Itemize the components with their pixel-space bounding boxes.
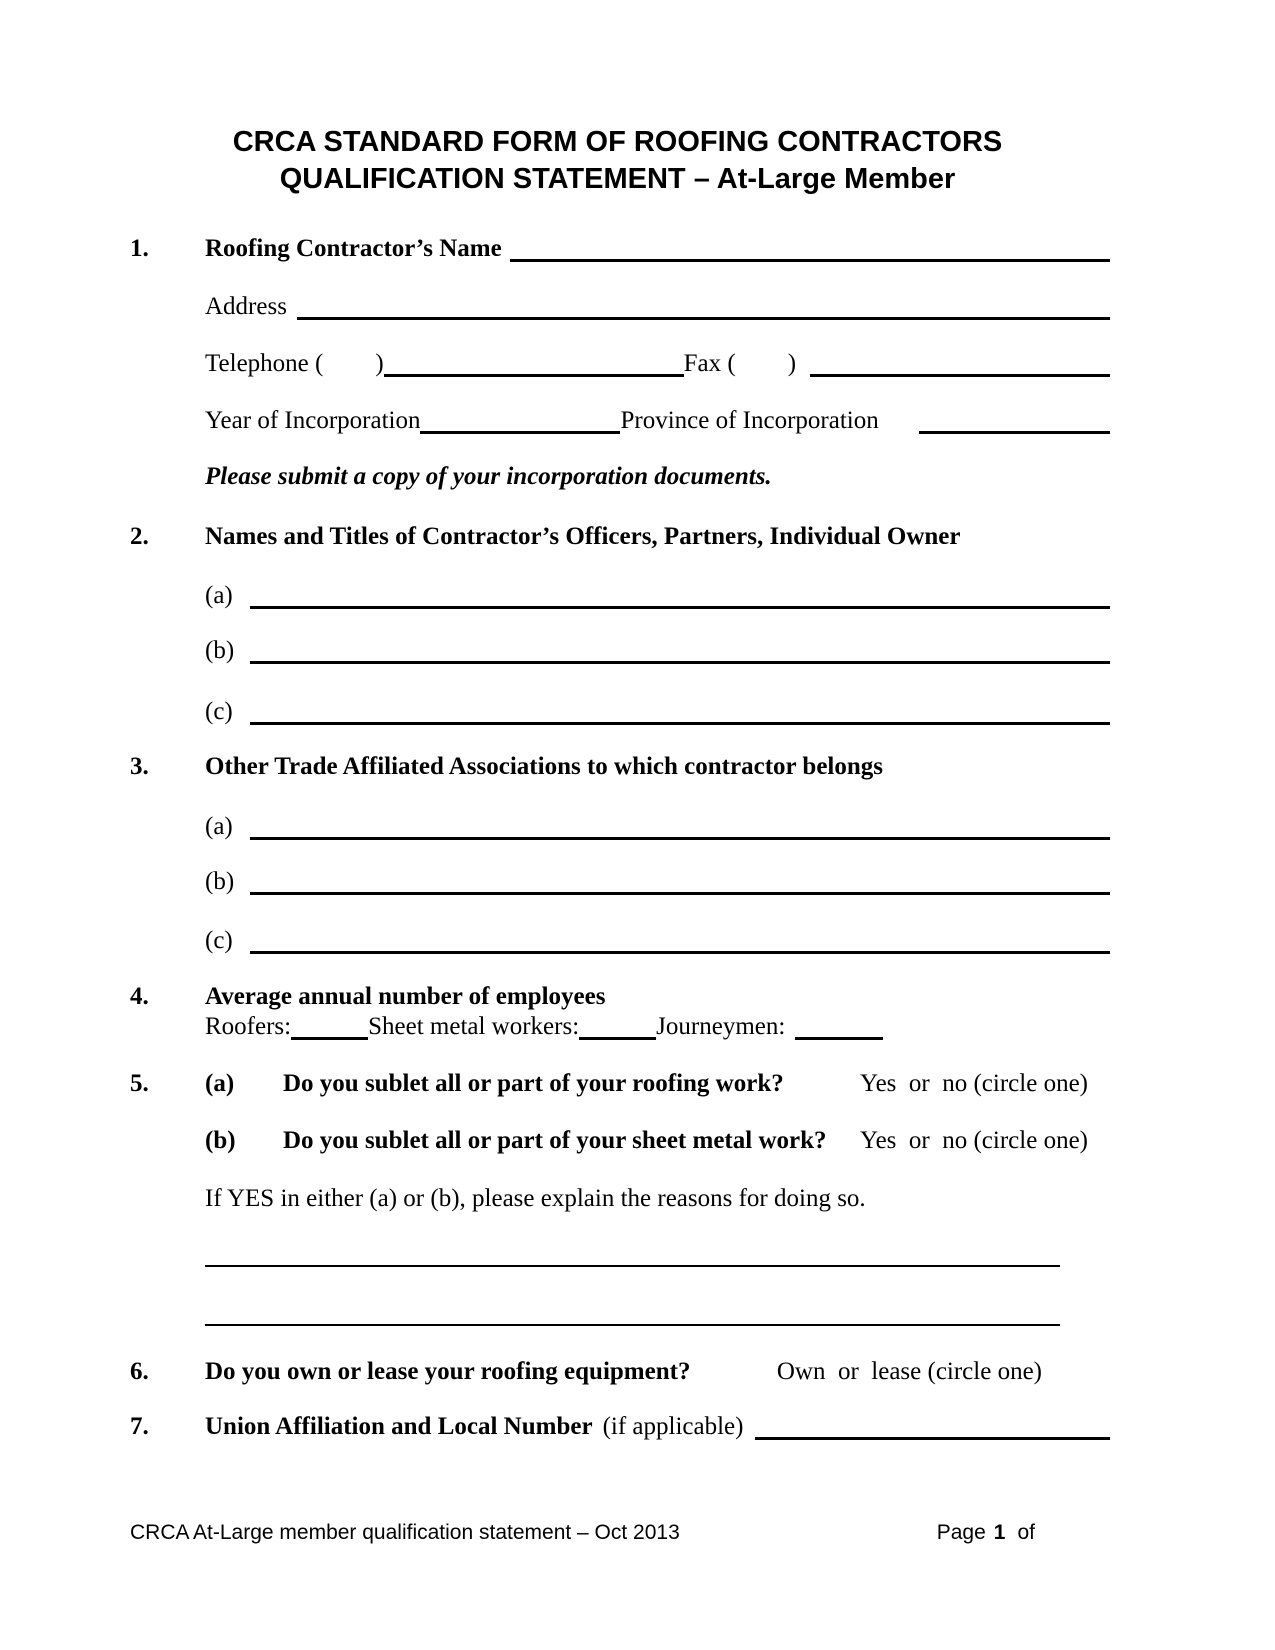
row-own-or-lease — [130, 1357, 1110, 1387]
associations-a-label: (a) — [205, 813, 233, 840]
item-7-number: 7. — [130, 1413, 149, 1440]
sublet-roofing-question: Do you sublet all or part of your roofing work? — [283, 1070, 784, 1097]
explanation-line-1[interactable] — [205, 1265, 1060, 1267]
explanation-line-2[interactable] — [205, 1324, 1060, 1326]
form-title-line2: QUALIFICATION STATEMENT – At-Large Member — [279, 163, 956, 195]
fax-paren-close: ) — [787, 350, 797, 377]
row-union-affiliation — [130, 1412, 1110, 1442]
officers-a-field[interactable] — [250, 581, 1110, 609]
year-incorporation-label: Year of Incorporation — [205, 407, 421, 434]
journeymen-label: Journeymen: — [656, 1013, 786, 1040]
contractor-name-label: Roofing Contractor’s Name — [205, 235, 502, 262]
telephone-field[interactable] — [384, 349, 684, 377]
sublet-sheet-metal-answer[interactable]: Yes or no (circle one) — [860, 1127, 1088, 1154]
item-1-number: 1. — [130, 235, 149, 262]
item-2-number: 2. — [130, 523, 149, 550]
row-officers-b — [205, 636, 1110, 666]
fax-label: Fax ( — [683, 350, 736, 377]
row-associations-a — [205, 812, 1110, 842]
form-title — [130, 124, 1105, 198]
address-field[interactable] — [297, 292, 1110, 320]
row-associations-b — [205, 867, 1110, 897]
explain-text: If YES in either (a) or (b), please explain the reasons for doing so. — [205, 1185, 866, 1212]
associations-b-label: (b) — [205, 868, 235, 895]
row-section2-heading — [130, 522, 1110, 552]
row-associations-c — [205, 926, 1110, 956]
officers-b-label: (b) — [205, 637, 235, 664]
roofers-count-field[interactable] — [291, 1012, 368, 1040]
sheet-metal-label: Sheet metal workers: — [368, 1013, 580, 1040]
section4-heading: Average annual number of employees — [205, 983, 606, 1010]
row-address — [205, 292, 1110, 322]
form-title-line1: CRCA STANDARD FORM OF ROOFING CONTRACTORS — [232, 126, 1003, 158]
sheet-metal-count-field[interactable] — [579, 1012, 656, 1040]
item-5-number: 5. — [130, 1070, 149, 1097]
sublet-sheet-metal-question: Do you sublet all or part of your sheet metal work? — [283, 1127, 827, 1154]
telephone-paren-close: ) — [375, 350, 384, 377]
officers-a-label: (a) — [205, 582, 233, 609]
section3-heading: Other Trade Affiliated Associations to which contractor belongs — [205, 753, 883, 780]
roofers-label: Roofers: — [205, 1013, 292, 1040]
section2-heading: Names and Titles of Contractor’s Officers, Partners, Individual Owner — [205, 523, 961, 550]
sublet-b-label: (b) — [205, 1127, 236, 1154]
row-sublet-sheet-metal — [205, 1126, 1110, 1156]
province-incorporation-field[interactable] — [919, 406, 1110, 434]
row-section3-heading — [130, 752, 1110, 782]
row-sublet-roofing — [130, 1069, 1110, 1099]
year-incorporation-field[interactable] — [420, 406, 620, 434]
officers-b-field[interactable] — [250, 636, 1110, 664]
address-label: Address — [205, 293, 287, 320]
associations-b-field[interactable] — [250, 867, 1110, 895]
officers-c-label: (c) — [205, 698, 233, 725]
own-or-lease-question: Do you own or lease your roofing equipment? — [205, 1358, 691, 1385]
footer-document-name: CRCA At-Large member qualification statement – Oct 2013 — [130, 1521, 680, 1544]
province-incorporation-label: Province of Incorporation — [620, 407, 879, 434]
row-incorporation — [205, 406, 1110, 436]
own-or-lease-answer[interactable]: Own or lease (circle one) — [776, 1358, 1042, 1385]
row-officers-c — [205, 697, 1110, 727]
item-4-number: 4. — [130, 983, 149, 1010]
associations-c-label: (c) — [205, 927, 233, 954]
footer-page-number: 1 — [993, 1521, 1006, 1544]
footer-page-suffix: of — [1017, 1521, 1035, 1544]
union-affiliation-field[interactable] — [755, 1412, 1110, 1440]
sublet-roofing-answer[interactable]: Yes or no (circle one) — [860, 1070, 1088, 1097]
contractor-name-field[interactable] — [510, 234, 1110, 262]
union-affiliation-label: Union Affiliation and Local Number — [205, 1413, 593, 1440]
incorporation-note: Please submit a copy of your incorporation documents. — [205, 463, 772, 490]
associations-a-field[interactable] — [250, 812, 1110, 840]
associations-c-field[interactable] — [250, 926, 1110, 954]
page-footer — [130, 1521, 1105, 1545]
item-3-number: 3. — [130, 753, 149, 780]
telephone-label: Telephone ( — [205, 350, 324, 377]
fax-field[interactable] — [810, 349, 1110, 377]
row-employee-counts — [205, 1012, 1110, 1042]
row-section4-heading — [130, 982, 1110, 1012]
row-contractor-name — [130, 234, 1110, 264]
officers-c-field[interactable] — [250, 697, 1110, 725]
row-telephone-fax — [205, 349, 1110, 379]
footer-page-label: Page — [936, 1521, 986, 1544]
row-officers-a — [205, 581, 1110, 611]
journeymen-count-field[interactable] — [795, 1012, 883, 1040]
union-affiliation-note: (if applicable) — [602, 1413, 744, 1440]
row-incorporation-note — [205, 462, 1110, 492]
row-explain-text — [205, 1184, 1110, 1214]
item-6-number: 6. — [130, 1358, 149, 1385]
sublet-a-label: (a) — [205, 1070, 235, 1097]
